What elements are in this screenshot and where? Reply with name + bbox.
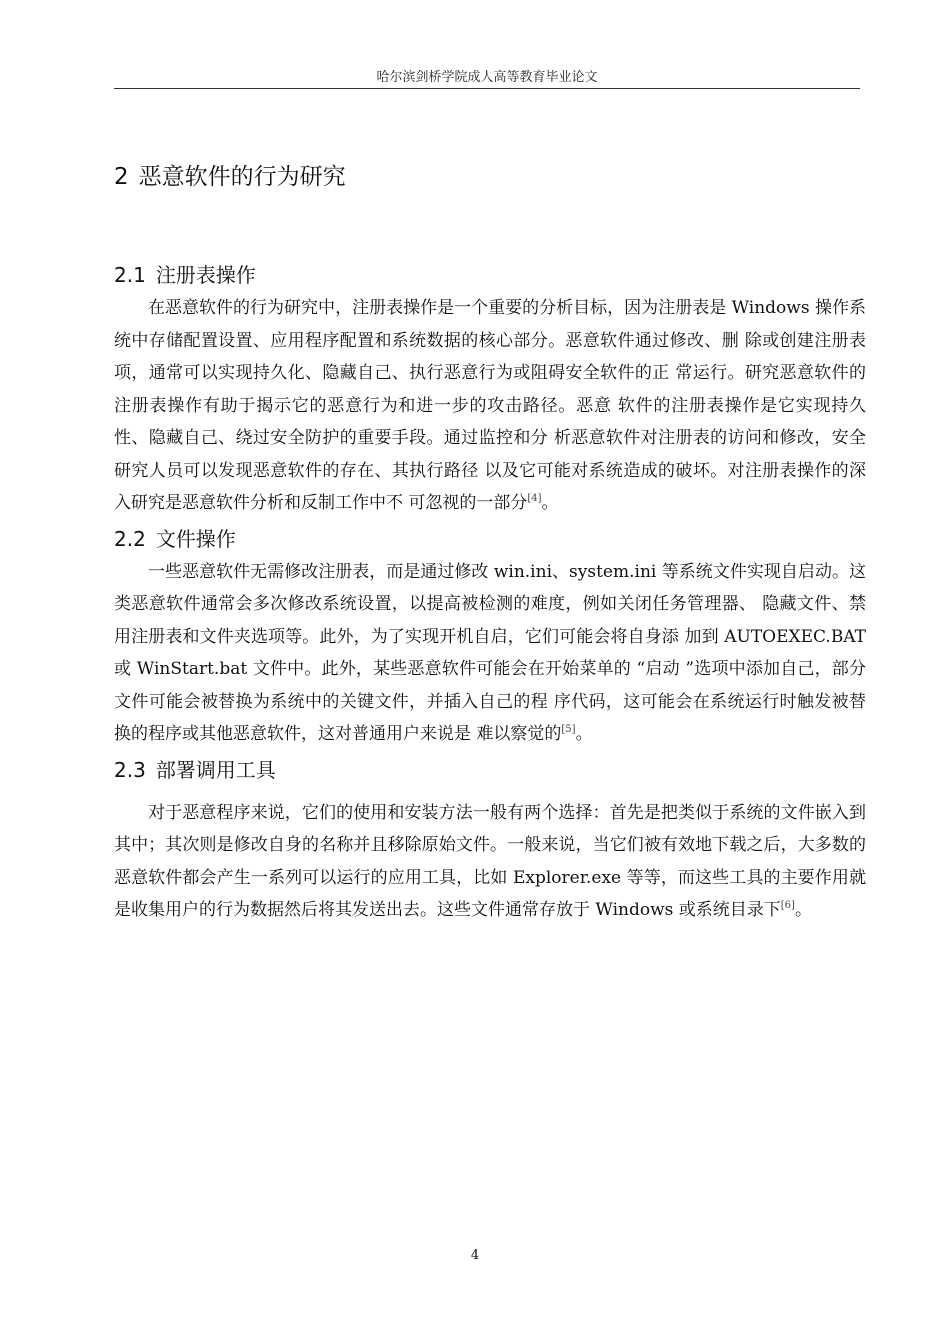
- section-title: 文件操作: [155, 526, 236, 551]
- paragraph-text: 对于恶意程序来说，它们的使用和安装方法一般有两个选择：首先是把类似于系统的文件嵌入到其中；其次则是修改自身的名称并且移除原始文件。一般来说，当它们被有效地下载之后，大多数的恶意软件都会产生一系列可以运行的应用工具，比如 Explorer.exe 等等，而这些工具的主要作用就是收集用户的行为数据然后将其发送出去。这些文件通常存放于 Windows 或系统目录下: [114, 802, 866, 920]
- section-title: 注册表操作: [155, 263, 256, 287]
- paragraph-end: 。: [541, 493, 559, 513]
- section-heading: [114, 258, 866, 292]
- section-heading: [114, 522, 866, 556]
- paragraph-end: 。: [794, 900, 812, 920]
- page-number: 4: [470, 1248, 480, 1263]
- page-body: [114, 152, 866, 929]
- section-paragraph: [114, 797, 866, 927]
- citation-reference: [5]: [561, 724, 576, 735]
- section-paragraph: [114, 292, 866, 520]
- paragraph-end: 。: [575, 724, 593, 744]
- citation-reference: [6]: [780, 900, 795, 911]
- header-rule: [114, 88, 860, 89]
- section-number: 2.2: [114, 526, 146, 551]
- running-header: 哈尔滨剑桥学院成人高等教育毕业论文: [376, 70, 598, 85]
- section-number: 2.3: [114, 757, 146, 782]
- chapter-title: 恶意软件的行为研究: [138, 164, 346, 190]
- paragraph-text: 在恶意软件的行为研究中，注册表操作是一个重要的分析目标，因为注册表是 Windows 操作系统中存储配置设置、应用程序配置和系统数据的核心部分。恶意软件通过修改、删 除或创建注册表项，通常可以实现持久化、隐藏自己、执行恶意行为或阻碍安全软件的正 常运行。研究恶意软件的注册表操作有助于揭示它的恶意行为和进一步的攻击路径。恶意 软件的注册表操作是它实现持久性、隐藏自己、绕过安全防护的重要手段。通过监控和分 析恶意软件对注册表的访问和修改，安全研究人员可以发现恶意软件的存在、其执行路径 以及它可能对系统造成的破坏。对注册表操作的深入研究是恶意软件分析和反制工作中不 可忽视的一部分: [114, 298, 866, 513]
- section-title: 部署调用工具: [155, 757, 276, 782]
- section-paragraph: [114, 556, 866, 751]
- citation-reference: [4]: [527, 493, 542, 504]
- section-heading: [114, 753, 866, 787]
- paragraph-text: 一些恶意软件无需修改注册表，而是通过修改 win.ini、system.ini 等系统文件实现自启动。这类恶意软件通常会多次修改系统设置，以提高被检测的难度，例如关闭任务管理器、 隐藏文件、禁用注册表和文件夹选项等。此外，为了实现开机自启，它们可能会将自身添 加到 AUTOEXEC.BAT 或 WinStart.bat 文件中。此外，某些恶意软件可能会在开始菜单的 “启动 ”选项中添加自己，部分文件可能会被替换为系统中的关键文件，并插入自己的程 序代码，这可能会在系统运行时触发被替换的程序或其他恶意软件，这对普通用户来说是 难以察觉的: [114, 561, 866, 744]
- section-number: 2.1: [114, 263, 146, 287]
- chapter-number: 2: [114, 164, 129, 190]
- chapter-heading: [114, 152, 866, 202]
